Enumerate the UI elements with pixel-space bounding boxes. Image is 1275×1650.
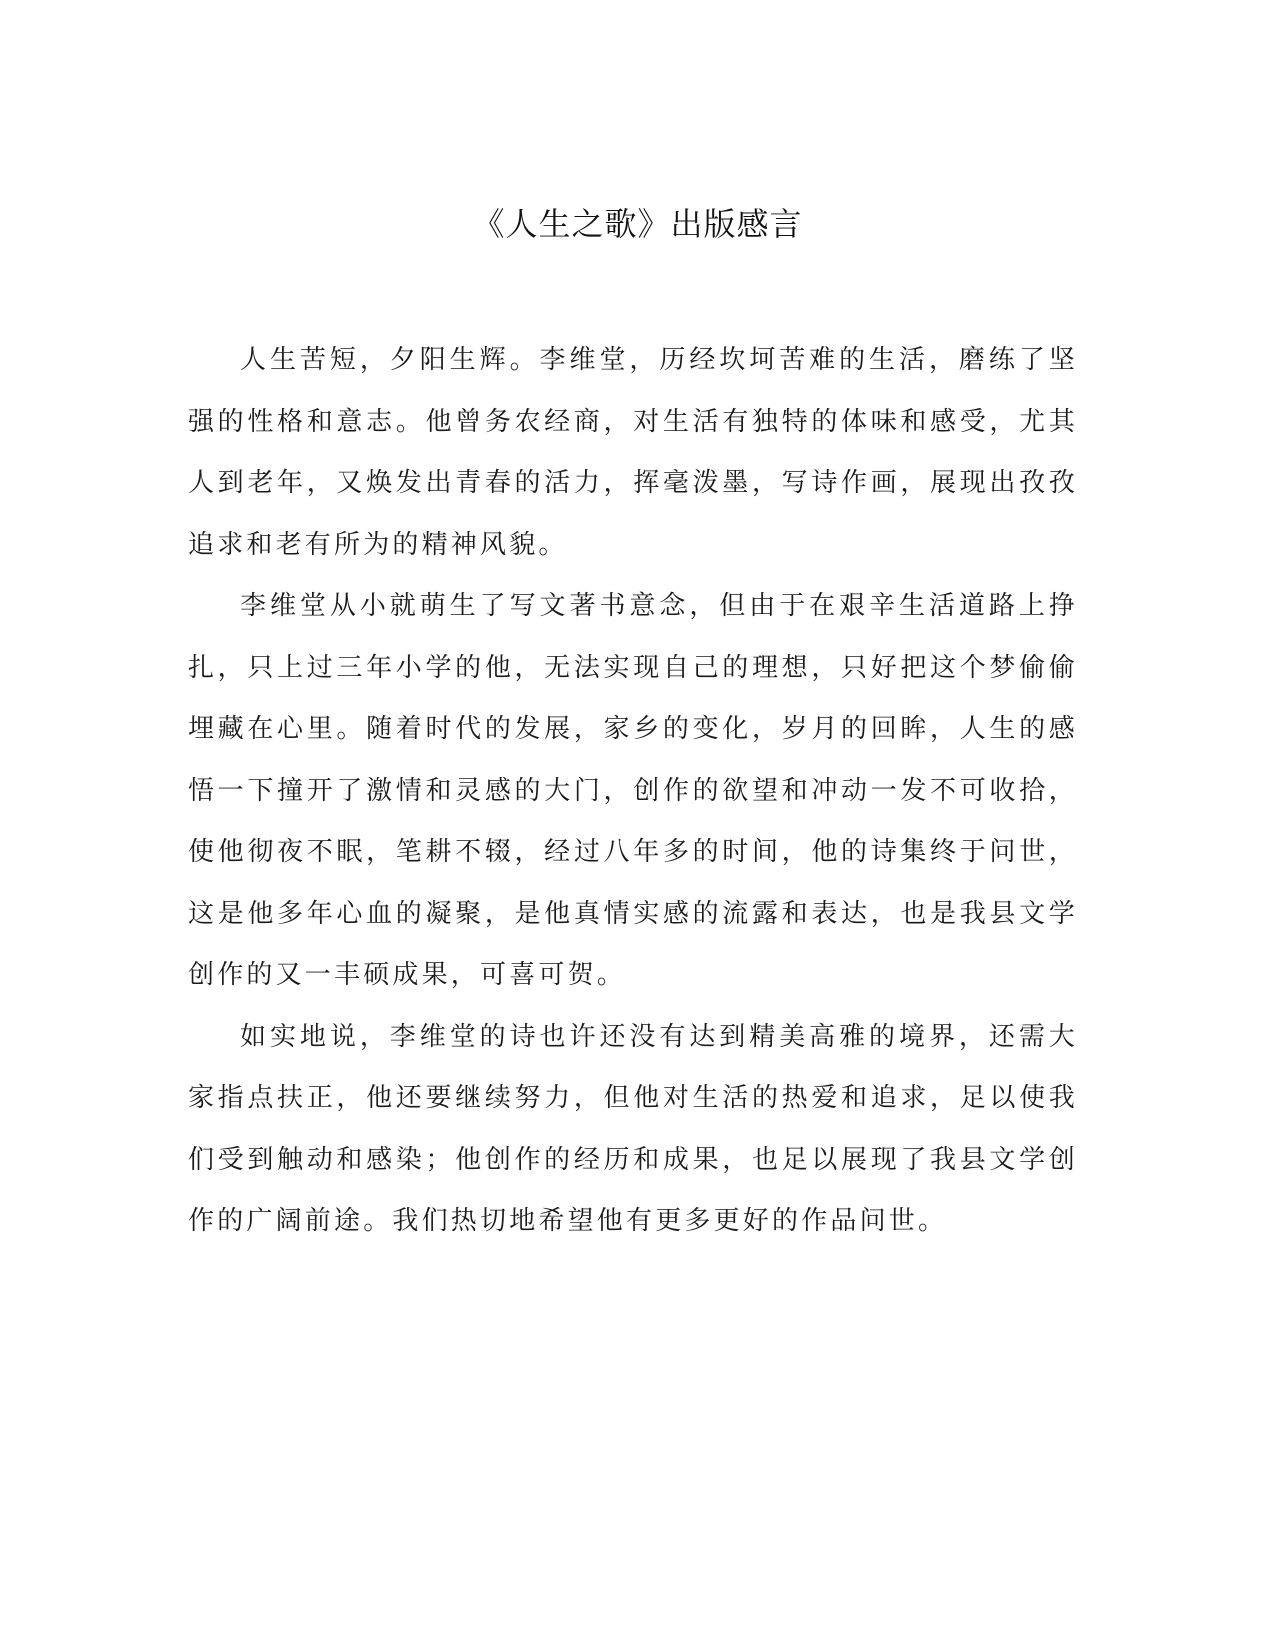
- paragraph-1: 人生苦短，夕阳生辉。李维堂，历经坎坷苦难的生活，磨练了坚强的性格和意志。他曾务农经商，对生活有独特的体味和感受，尤其人到老年，又焕发出青春的活力，挥毫泼墨，写诗作画，展现出孜孜追求和老有所为的精神风貌。: [188, 345, 1078, 560]
- document-body: [188, 330, 1078, 1253]
- paragraph-2: 李维堂从小就萌生了写文著书意念，但由于在艰辛生活道路上挣扎，只上过三年小学的他，无法实现自己的理想，只好把这个梦偷偷埋藏在心里。随着时代的发展，家乡的变化，岁月的回眸，人生的感悟一下撞开了激情和灵感的大门，创作的欲望和冲动一发不可收拾，使他彻夜不眠，笔耕不辍，经过八年多的时间，他的诗集终于问世，这是他多年心血的凝聚，是他真情实感的流露和表达，也是我县文学创作的又一丰硕成果，可喜可贺。: [188, 591, 1078, 990]
- paragraph-3: 如实地说，李维堂的诗也许还没有达到精美高雅的境界，还需大家指点扶正，他还要继续努力，但他对生活的热爱和追求，足以使我们受到触动和感染；他创作的经历和成果，也足以展现了我县文学创作的广阔前途。我们热切地希望他有更多更好的作品问世。: [188, 1021, 1078, 1236]
- document-title: 《人生之歌》出版感言: [472, 205, 803, 243]
